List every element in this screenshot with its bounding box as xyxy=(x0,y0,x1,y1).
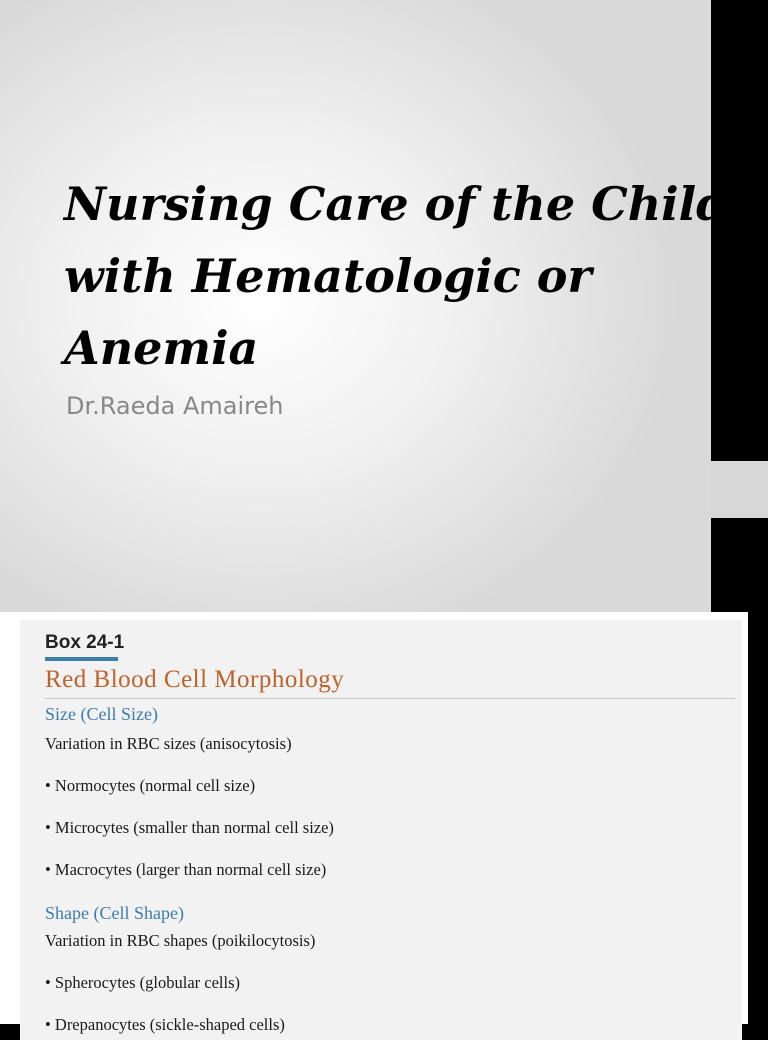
list-item: • Macrocytes (larger than normal cell size) xyxy=(45,860,327,879)
section-intro: Variation in RBC sizes (anisocytosis) xyxy=(45,734,292,753)
box-label: Box 24-1 xyxy=(45,632,125,653)
slide-title-line: with Hematologic or xyxy=(64,249,592,303)
slide-title xyxy=(64,168,729,384)
section-title-size: Size (Cell Size) xyxy=(45,704,158,724)
box-heading: Red Blood Cell Morphology xyxy=(45,666,345,693)
slide-subtitle: Dr.Raeda Amaireh xyxy=(66,392,284,420)
box-label-underline xyxy=(45,657,118,661)
list-item: • Normocytes (normal cell size) xyxy=(45,776,256,795)
section-title-shape: Shape (Cell Shape) xyxy=(45,903,184,923)
box-divider xyxy=(45,698,735,699)
slide-thumbnail-edge xyxy=(711,461,768,518)
list-item: • Microcytes (smaller than normal cell size) xyxy=(45,818,334,837)
slide-title-line: Nursing Care of the Child xyxy=(64,177,729,231)
content-slide xyxy=(0,612,748,1034)
list-item: • Spherocytes (globular cells) xyxy=(45,973,241,992)
section-intro: Variation in RBC shapes (poikilocytosis) xyxy=(45,931,316,950)
slide-title-line: Anemia xyxy=(64,321,259,375)
textbook-box xyxy=(20,620,742,1040)
list-item: • Drepanocytes (sickle-shaped cells) xyxy=(45,1015,285,1034)
